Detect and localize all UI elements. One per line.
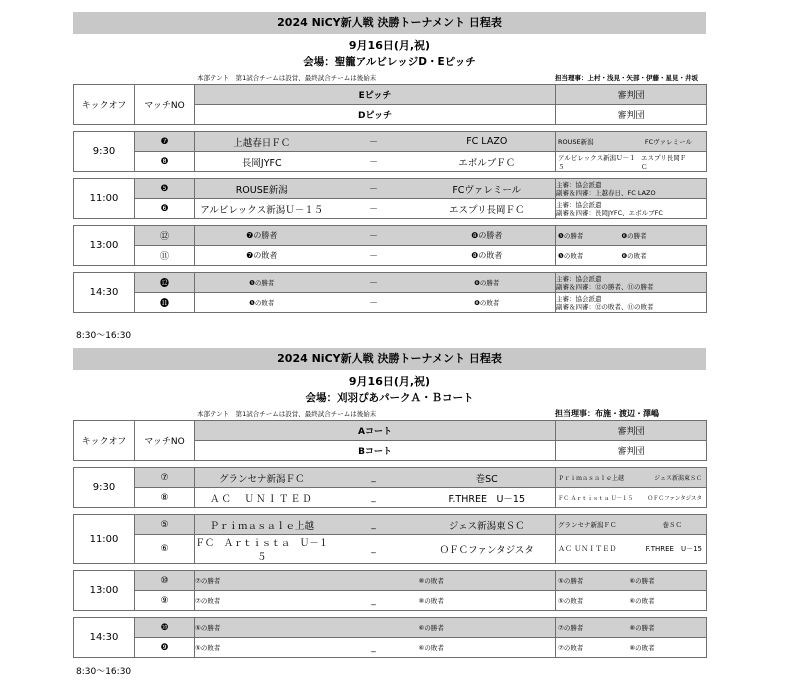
- kickoff-time: 9:30: [74, 132, 135, 172]
- away-team: ❻の勝者: [419, 273, 556, 293]
- kickoff-header: キックオフ: [74, 421, 135, 461]
- match-no-header: マッチNO: [135, 421, 195, 461]
- referee-cell: [556, 638, 707, 658]
- table-row: [74, 618, 707, 638]
- table-row: [74, 515, 707, 535]
- match-number: ⑦: [135, 468, 195, 488]
- home-team: ⑤の勝者: [195, 618, 329, 638]
- vs-separator: [329, 618, 419, 638]
- time-footnote: 8:30～16:30: [76, 667, 132, 677]
- referee-assistants: 副審＆四審：⑫の勝者、⑪の勝者: [556, 282, 654, 291]
- schedule-table: [73, 84, 707, 313]
- home-team: ⑤の敗者: [195, 638, 329, 658]
- referee-team: FCヴァレミール: [644, 138, 692, 146]
- table-row: [74, 293, 707, 313]
- vs-separator: _: [329, 515, 419, 535]
- home-team: グランセナ新潟ＦＣ: [195, 468, 329, 488]
- referee-header: 審判団: [556, 441, 707, 461]
- match-number: ⑨: [135, 591, 195, 611]
- referee-main: 主審：協会派遣: [556, 274, 602, 283]
- table-row: [74, 468, 707, 488]
- away-team: FCヴァレミール: [419, 179, 556, 199]
- referee-team: ❺の敗者: [558, 252, 584, 260]
- referee-header: 審判団: [556, 85, 707, 105]
- table-row: [74, 488, 707, 508]
- referee-cell: [556, 226, 707, 246]
- vs-separator: －: [329, 226, 419, 246]
- away-team: ❻の敗者: [419, 293, 556, 313]
- referee-cell: [556, 179, 707, 199]
- table-row: [74, 152, 707, 172]
- referee-team: ⑧の敗者: [629, 644, 655, 652]
- referee-team: ❺の勝者: [558, 232, 584, 240]
- away-team: ⑥の敗者: [419, 638, 556, 658]
- referee-cell: [556, 468, 707, 488]
- match-number: ⑥: [135, 535, 195, 564]
- table-row: [74, 535, 707, 564]
- referee-header: 審判団: [556, 421, 707, 441]
- home-team: ⑦の勝者: [195, 571, 329, 591]
- match-number: ❽: [135, 152, 195, 172]
- venue-label: 会場：刈羽ぴあパークＡ・Ｂコート: [305, 392, 474, 404]
- tent-note: 本部テント 第1試合チームは設営、最終試合チームは後始末: [197, 410, 377, 418]
- referee-team: 巻ＳＣ: [662, 521, 682, 529]
- vs-separator: _: [329, 468, 419, 488]
- kickoff-time: 9:30: [74, 468, 135, 508]
- away-team: FC LAZO: [419, 132, 556, 152]
- referee-team: ❻の敗者: [621, 252, 647, 260]
- kickoff-time: 11:00: [74, 179, 135, 219]
- pitch-header-primary: Eピッチ: [195, 85, 556, 105]
- referee-team: ＦＣ Ａｒｔｉｓｔａ Ｕ－１５: [558, 495, 633, 502]
- vs-separator: _: [329, 488, 419, 508]
- pitch-header-secondary: Dピッチ: [195, 105, 556, 125]
- vs-separator: －: [329, 152, 419, 172]
- away-team: ⑧の敗者: [419, 571, 556, 591]
- pitch-header-secondary: Bコート: [195, 441, 556, 461]
- away-team: エボルブＦＣ: [419, 152, 556, 172]
- referee-team: ⑦の勝者: [558, 624, 584, 632]
- referee-team: ⑥の敗者: [629, 597, 655, 605]
- home-team: ❼の勝者: [195, 226, 329, 246]
- home-team: 上越春日ＦＣ: [195, 132, 329, 152]
- referee-team: ROUSE新潟: [558, 138, 594, 146]
- referee-team: ＯＦＣファンタジスタ: [647, 495, 702, 502]
- home-team: ❺の敗者: [195, 293, 329, 313]
- pitch-header-primary: Aコート: [195, 421, 556, 441]
- referee-main: 主審：協会派遣: [556, 200, 602, 209]
- officials-label: 担当理事：布施・渡辺・澤嶋: [555, 409, 659, 418]
- away-team: ＯＦＣファンタジスタ: [419, 535, 556, 564]
- referee-team: ⑤の勝者: [558, 577, 584, 585]
- table-row: [74, 246, 707, 266]
- referee-assistants: 副審＆四審：⑫の敗者、⑪の敗者: [556, 302, 654, 311]
- referee-team: エスプリ長岡ＦＣ: [640, 153, 687, 171]
- referee-cell: [556, 273, 707, 293]
- vs-separator: －: [329, 179, 419, 199]
- referee-main: 主審：協会派遣: [556, 180, 602, 189]
- match-number: ❼: [135, 132, 195, 152]
- home-team: 長岡JYFC: [195, 152, 329, 172]
- referee-team: Ｐｒｉｍａｓａｌｅ上越: [558, 475, 625, 482]
- match-number: ⑫: [135, 226, 195, 246]
- match-number: ⓫: [135, 293, 195, 313]
- away-team: F.THREE U－15: [419, 488, 556, 508]
- referee-header: 審判団: [556, 105, 707, 125]
- match-number: ⓬: [135, 273, 195, 293]
- table-row: [74, 199, 707, 219]
- table-row: [74, 591, 707, 611]
- referee-cell: [556, 488, 707, 508]
- venue-label: 会場：聖籠アルビレッジD・Eピッチ: [303, 56, 476, 68]
- referee-cell: [556, 591, 707, 611]
- referee-team: ⑦の敗者: [558, 644, 584, 652]
- away-team: ⑥の勝者: [419, 618, 556, 638]
- vs-separator: －: [329, 246, 419, 266]
- vs-separator: _: [329, 535, 419, 564]
- away-team: ジェス新潟東ＳＣ: [419, 515, 556, 535]
- table-row: [74, 226, 707, 246]
- referee-assistants: 副審＆四審：上越春日、FC LAZO: [556, 188, 656, 197]
- referee-cell: [556, 515, 707, 535]
- kickoff-time: 11:00: [74, 515, 135, 564]
- referee-team: ⑧の勝者: [629, 624, 655, 632]
- away-team: エスプリ長岡ＦＣ: [419, 199, 556, 219]
- schedule-table: [73, 420, 707, 658]
- table-row: [74, 273, 707, 293]
- referee-team: F.THREE U－15: [645, 545, 702, 553]
- home-team: ROUSE新潟: [195, 179, 329, 199]
- referee-cell: [556, 199, 707, 219]
- schedule-date: 9月16日(月,祝): [348, 375, 431, 388]
- table-row: [74, 132, 707, 152]
- home-team: ＡＣ ＵＮＩＴＥＤ: [195, 488, 329, 508]
- referee-team: ジェス新潟東ＳＣ: [654, 475, 702, 482]
- match-number: ❿: [135, 618, 195, 638]
- officials-label: 担当理事：上村・浅見・矢部・伊藤・星見・井坂: [555, 74, 698, 82]
- referee-main: 主審：協会派遣: [556, 294, 602, 303]
- referee-team: ⑥の勝者: [629, 577, 655, 585]
- away-team: ❽の敗者: [419, 246, 556, 266]
- tent-note: 本部テント 第1試合チームは設営、最終試合チームは後始末: [197, 74, 377, 82]
- kickoff-time: 13:00: [74, 571, 135, 611]
- referee-assistants: 副審＆四審：長岡JYFC、エボルブFC: [556, 208, 663, 217]
- table-row: [74, 179, 707, 199]
- away-team: 巻SC: [419, 468, 556, 488]
- match-no-header: マッチNO: [135, 85, 195, 125]
- vs-separator: －: [329, 273, 419, 293]
- home-team: ❼の敗者: [195, 246, 329, 266]
- match-number: ⑤: [135, 515, 195, 535]
- match-number: ⑪: [135, 246, 195, 266]
- referee-cell: [556, 152, 707, 172]
- referee-cell: [556, 293, 707, 313]
- table-row: [74, 638, 707, 658]
- schedule-title: 2024 NiCY新人戦 決勝トーナメント 日程表: [73, 12, 706, 34]
- match-number: ❻: [135, 199, 195, 219]
- vs-separator: [329, 571, 419, 591]
- vs-separator: －: [329, 293, 419, 313]
- match-number: ⑧: [135, 488, 195, 508]
- referee-team: ＡＣ ＵＮＩＴＥＤ: [558, 545, 617, 553]
- away-team: ⑧の敗者: [419, 591, 556, 611]
- vs-separator: －: [329, 199, 419, 219]
- match-number: ❺: [135, 179, 195, 199]
- kickoff-header: キックオフ: [74, 85, 135, 125]
- home-team: ⑦の敗者: [195, 591, 329, 611]
- kickoff-time: 14:30: [74, 618, 135, 658]
- referee-team: ❻の勝者: [621, 232, 647, 240]
- referee-cell: [556, 535, 707, 564]
- referee-team: ⑤の敗者: [558, 597, 584, 605]
- referee-team: グランセナ新潟ＦＣ: [558, 521, 617, 529]
- home-team: ＦＣ Ａｒｔｉｓｔａ Ｕ－１５: [195, 535, 329, 564]
- kickoff-time: 14:30: [74, 273, 135, 313]
- referee-cell: [556, 246, 707, 266]
- away-team: ❽の勝者: [419, 226, 556, 246]
- referee-team: アルビレックス新潟Ｕ－１５: [558, 153, 636, 171]
- home-team: ❺の勝者: [195, 273, 329, 293]
- vs-separator: _: [329, 638, 419, 658]
- time-footnote: 8:30～16:30: [76, 331, 132, 341]
- match-number: ❾: [135, 638, 195, 658]
- match-number: ⑩: [135, 571, 195, 591]
- referee-cell: [556, 571, 707, 591]
- schedule-date: 9月16日(月,祝): [348, 39, 431, 52]
- home-team: アルビレックス新潟Ｕ－１５: [195, 199, 329, 219]
- referee-cell: [556, 132, 707, 152]
- schedule-title: 2024 NiCY新人戦 決勝トーナメント 日程表: [73, 348, 706, 370]
- vs-separator: －: [329, 132, 419, 152]
- table-row: [74, 571, 707, 591]
- referee-cell: [556, 618, 707, 638]
- home-team: Ｐｒｉｍａｓａｌｅ上越: [195, 515, 329, 535]
- vs-separator: _: [329, 591, 419, 611]
- kickoff-time: 13:00: [74, 226, 135, 266]
